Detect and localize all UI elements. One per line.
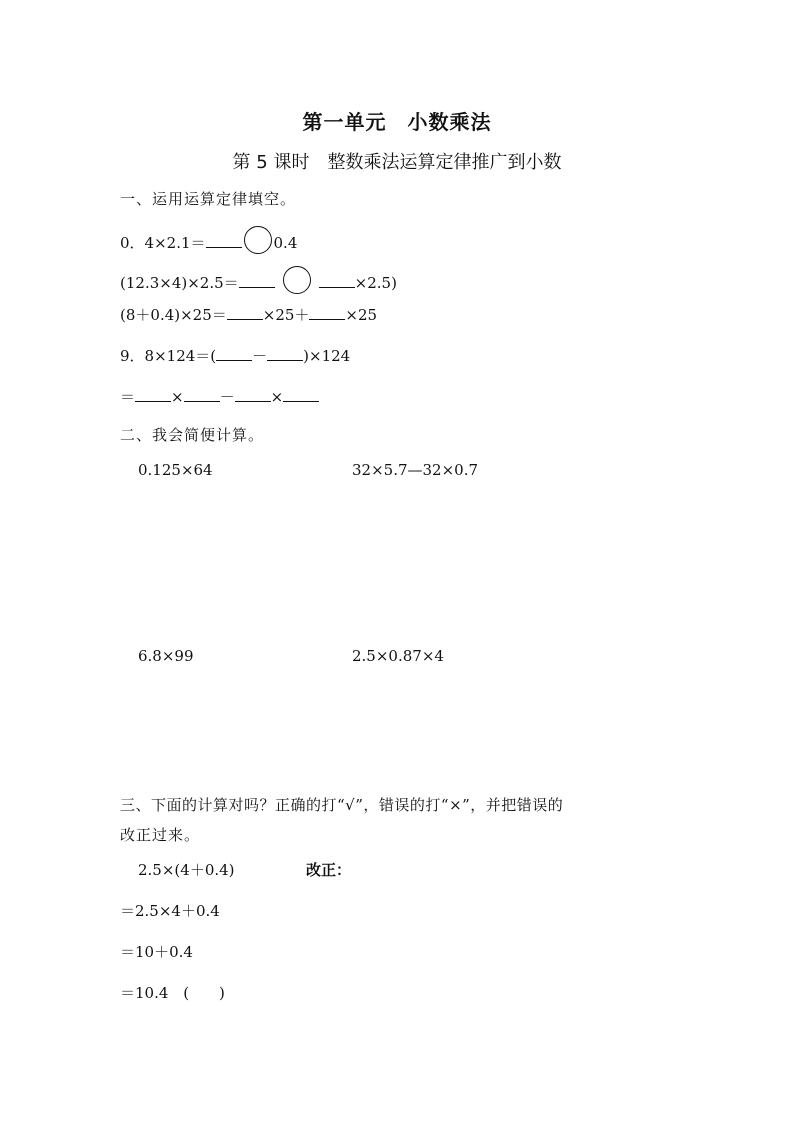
section-2-heading: 二、我会简便计算。 (120, 426, 265, 444)
question-1-left: 0．4×2.1＝ (120, 234, 206, 252)
answer-blank[interactable] (283, 386, 319, 402)
answer-blank[interactable] (135, 386, 171, 402)
problem-3: 6.8×99 (138, 647, 194, 665)
answer-blank[interactable] (216, 345, 252, 361)
section-3-heading-line1: 三、下面的计算对吗？正确的打“√”，错误的打“×”，并把错误的 (120, 796, 564, 814)
check-step-2: ＝10＋0.4 (120, 943, 193, 961)
check-expression: 2.5×(4＋0.4) (138, 861, 235, 879)
question-5-times1: × (171, 388, 184, 406)
check-step-3 (120, 982, 225, 1003)
question-3-mid: ×25＋ (262, 306, 310, 324)
answer-blank[interactable] (227, 304, 263, 320)
question-3-left: (8＋0.4)×25＝ (120, 306, 227, 324)
page-title: 第一单元 小数乘法 (302, 110, 492, 134)
question-2-right: ×2.5) (354, 274, 397, 292)
answer-blank[interactable] (267, 345, 303, 361)
question-2-left: (12.3×4)×2.5＝ (120, 274, 239, 292)
question-2 (120, 266, 397, 294)
answer-blank[interactable] (239, 272, 275, 288)
correction-label: 改正： (306, 861, 352, 879)
problem-1: 0.125×64 (138, 461, 213, 479)
check-step-1: ＝2.5×4＋0.4 (120, 902, 220, 920)
question-4-left: 9．8×124＝( (120, 347, 217, 365)
section-1-heading: 一、运用运算定律填空。 (120, 190, 297, 208)
question-4-minus: － (252, 347, 268, 365)
question-1-right: 0.4 (273, 234, 298, 252)
question-4-right: )×124 (303, 347, 351, 365)
answer-blank[interactable] (235, 386, 271, 402)
answer-blank[interactable] (206, 232, 242, 248)
question-4 (120, 345, 350, 366)
problem-4: 2.5×0.87×4 (352, 647, 444, 665)
question-5-minus: － (219, 388, 235, 406)
question-5 (120, 386, 319, 407)
question-3-right: ×25 (345, 306, 378, 324)
question-5-eq: ＝ (120, 388, 136, 406)
lesson-subtitle: 第 5 课时 整数乘法运算定律推广到小数 (232, 152, 562, 173)
operator-circle[interactable] (244, 226, 272, 254)
problem-2: 32×5.7—32×0.7 (352, 461, 479, 479)
question-1 (120, 226, 297, 254)
operator-circle[interactable] (283, 266, 311, 294)
check-step-3-value: ＝10.4 (120, 984, 169, 1002)
judge-parentheses[interactable]: ( ) (183, 984, 225, 1002)
question-5-times2: × (270, 388, 284, 406)
answer-blank[interactable] (319, 272, 355, 288)
answer-blank[interactable] (184, 386, 220, 402)
section-3-heading-line2: 改正过来。 (120, 826, 201, 844)
question-3 (120, 304, 377, 325)
answer-blank[interactable] (309, 304, 345, 320)
